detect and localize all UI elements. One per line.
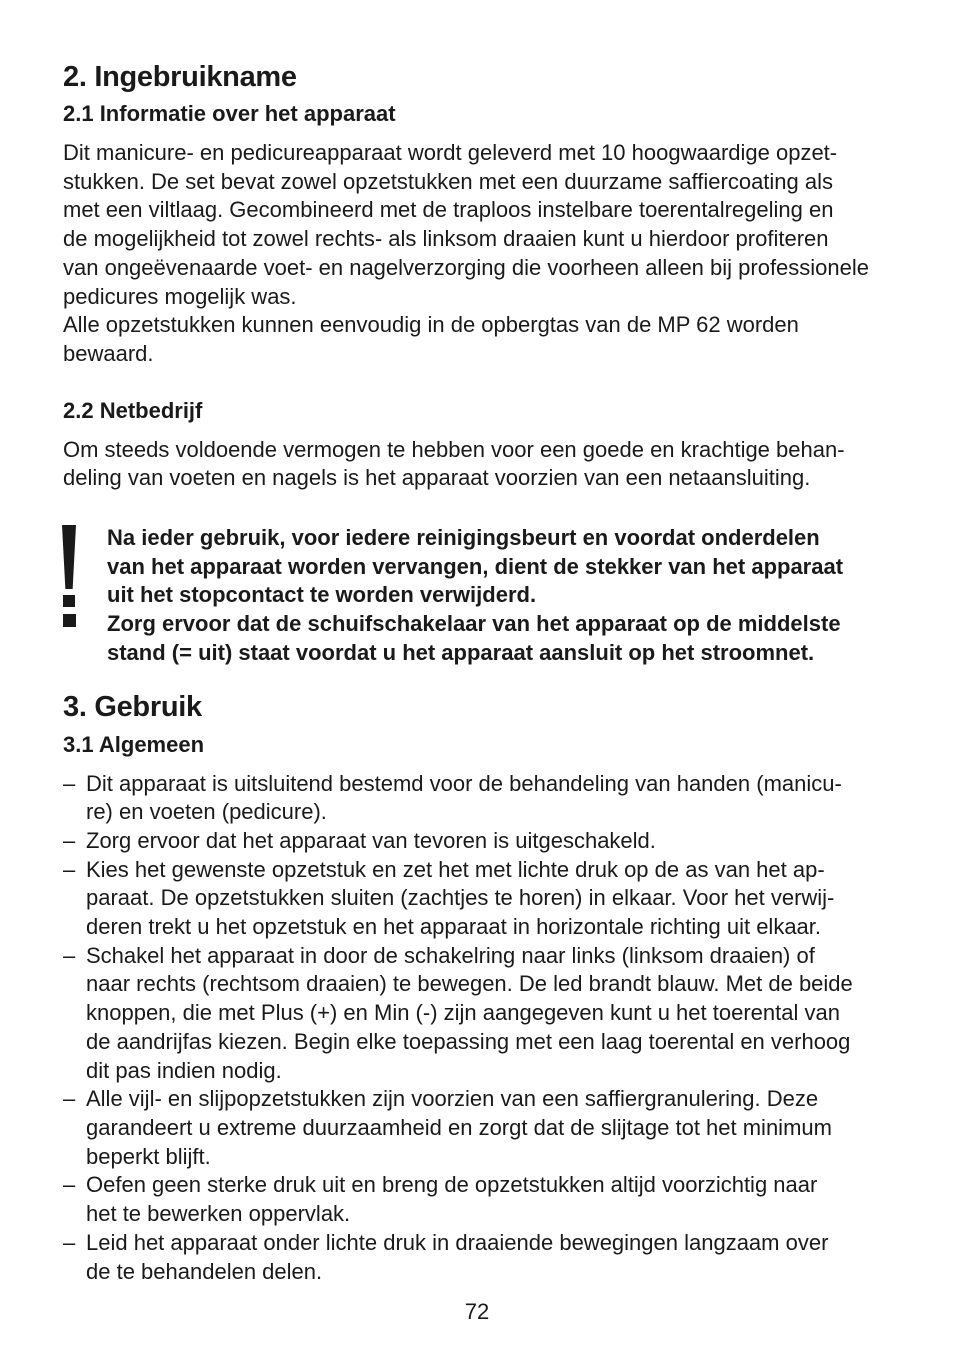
dash-bullet: – (63, 856, 76, 882)
text-line: Kies het gewenste opzetstuk en zet het met lichte druk op de as van het ap- (86, 856, 825, 882)
exclamation-icon (62, 525, 76, 589)
warning-line: stand (= uit) staat voordat u het apparaat aansluit op het stroomnet. (107, 639, 815, 665)
text-line: pedicures mogelijk was. (63, 283, 297, 309)
dash-bullet: – (63, 1172, 76, 1198)
text-line: Schakel het apparaat in door de schakelring naar links (linksom draaien) of (86, 942, 815, 968)
text-line: deling van voeten en nagels is het apparaat voorzien van een netaansluiting. (63, 465, 811, 491)
list-item (63, 1085, 893, 1171)
text-line: Dit manicure- en pedicureapparaat wordt geleverd met 10 hoogwaardige opzet- (63, 140, 838, 165)
text-line: stukken. De set bevat zowel opzetstukken met een duurzame saffiercoating als (63, 168, 834, 194)
text-line: de mogelijkheid tot zowel rechts- als linksom draaien kunt u hierdoor profiteren (63, 226, 829, 252)
dash-bullet: – (63, 942, 76, 968)
section-2-1-body (63, 139, 893, 369)
section-3-heading: 3. Gebruik (63, 690, 202, 723)
text-line: beperkt blijft. (86, 1143, 211, 1169)
text-line: paraat. De opzetstukken sluiten (zachtjes te horen) in elkaar. Voor het verwij- (86, 885, 835, 911)
square-bullet-icon (63, 614, 76, 627)
text-line: Leid het apparaat onder lichte druk in draaiende bewegingen langzaam over (86, 1229, 829, 1255)
text-line: Alle vijl- en slijpopzetstukken zijn voorzien van een saffiergranulering. Deze (86, 1086, 819, 1112)
text-line: Oefen geen sterke druk uit en breng de opzetstukken altijd voorzichtig naar (86, 1172, 818, 1198)
dash-bullet: – (63, 1229, 76, 1255)
warning-line: Na ieder gebruik, voor iedere reinigingsbeurt en voordat onderdelen (107, 525, 820, 551)
text-line: dit pas indien nodig. (86, 1057, 282, 1083)
section-2-2-heading: 2.2 Netbedrijf (63, 397, 203, 423)
dash-bullet: – (63, 770, 76, 796)
list-item (63, 942, 893, 1086)
page-content (63, 58, 893, 1286)
text-line: het te bewerken oppervlak. (86, 1201, 351, 1227)
section-3-1-heading: 3.1 Algemeen (63, 731, 205, 757)
text-line: deren trekt u het opzetstuk en het apparaat in horizontale richting uit elkaar. (86, 914, 822, 940)
page-number: 72 (464, 1299, 490, 1324)
text-line: van ongeëvenaarde voet- en nagelverzorging die voorheen alleen bij professionele (63, 254, 870, 280)
text-line: Alle opzetstukken kunnen eenvoudig in de opbergtas van de MP 62 worden (63, 312, 799, 338)
section-2-2-body (63, 436, 893, 493)
text-line: naar rechts (rechtsom draaien) te bewegen. De led brandt blauw. Met de beide (86, 971, 853, 997)
section-2-heading: 2. Ingebruikname (63, 61, 297, 93)
text-line: Dit apparaat is uitsluitend bestemd voor de behandeling van handen (manicu- (86, 770, 842, 796)
warning-line: Zorg ervoor dat de schuifschakelaar van het apparaat op de middelste (107, 611, 841, 637)
text-line: re) en voeten (pedicure). (86, 799, 327, 825)
dash-bullet: – (63, 827, 76, 853)
list-item (63, 856, 893, 942)
text-line: Om steeds voldoende vermogen te hebben voor een goede en krachtige behan- (63, 436, 845, 462)
section-2-1-heading: 2.1 Informatie over het apparaat (63, 101, 396, 126)
usage-list (63, 770, 893, 1287)
text-line: bewaard. (63, 340, 154, 366)
text-line: met een viltlaag. Gecombineerd met de traploos instelbare toerentalregeling en (63, 197, 834, 223)
text-line: knoppen, die met Plus (+) en Min (-) zijn aangegeven kunt u het toerental van (86, 1000, 840, 1026)
text-line: Zorg ervoor dat het apparaat van tevoren is uitgeschakeld. (86, 827, 656, 853)
text-line: garandeert u extreme duurzaamheid en zorgt dat de slijtage tot het minimum (86, 1114, 832, 1140)
warning-block (63, 524, 893, 668)
list-item (63, 827, 893, 856)
list-item (63, 1171, 893, 1228)
list-item (63, 1229, 893, 1286)
dash-bullet: – (63, 1086, 76, 1112)
warning-line: van het apparaat worden vervangen, dient de stekker van het apparaat (107, 553, 844, 579)
text-line: de aandrijfas kiezen. Begin elke toepassing met een laag toerental en verhoog (86, 1028, 851, 1054)
warning-line: uit het stopcontact te worden verwijderd. (107, 582, 537, 608)
text-line: de te behandelen delen. (86, 1258, 323, 1284)
list-item (63, 770, 893, 827)
